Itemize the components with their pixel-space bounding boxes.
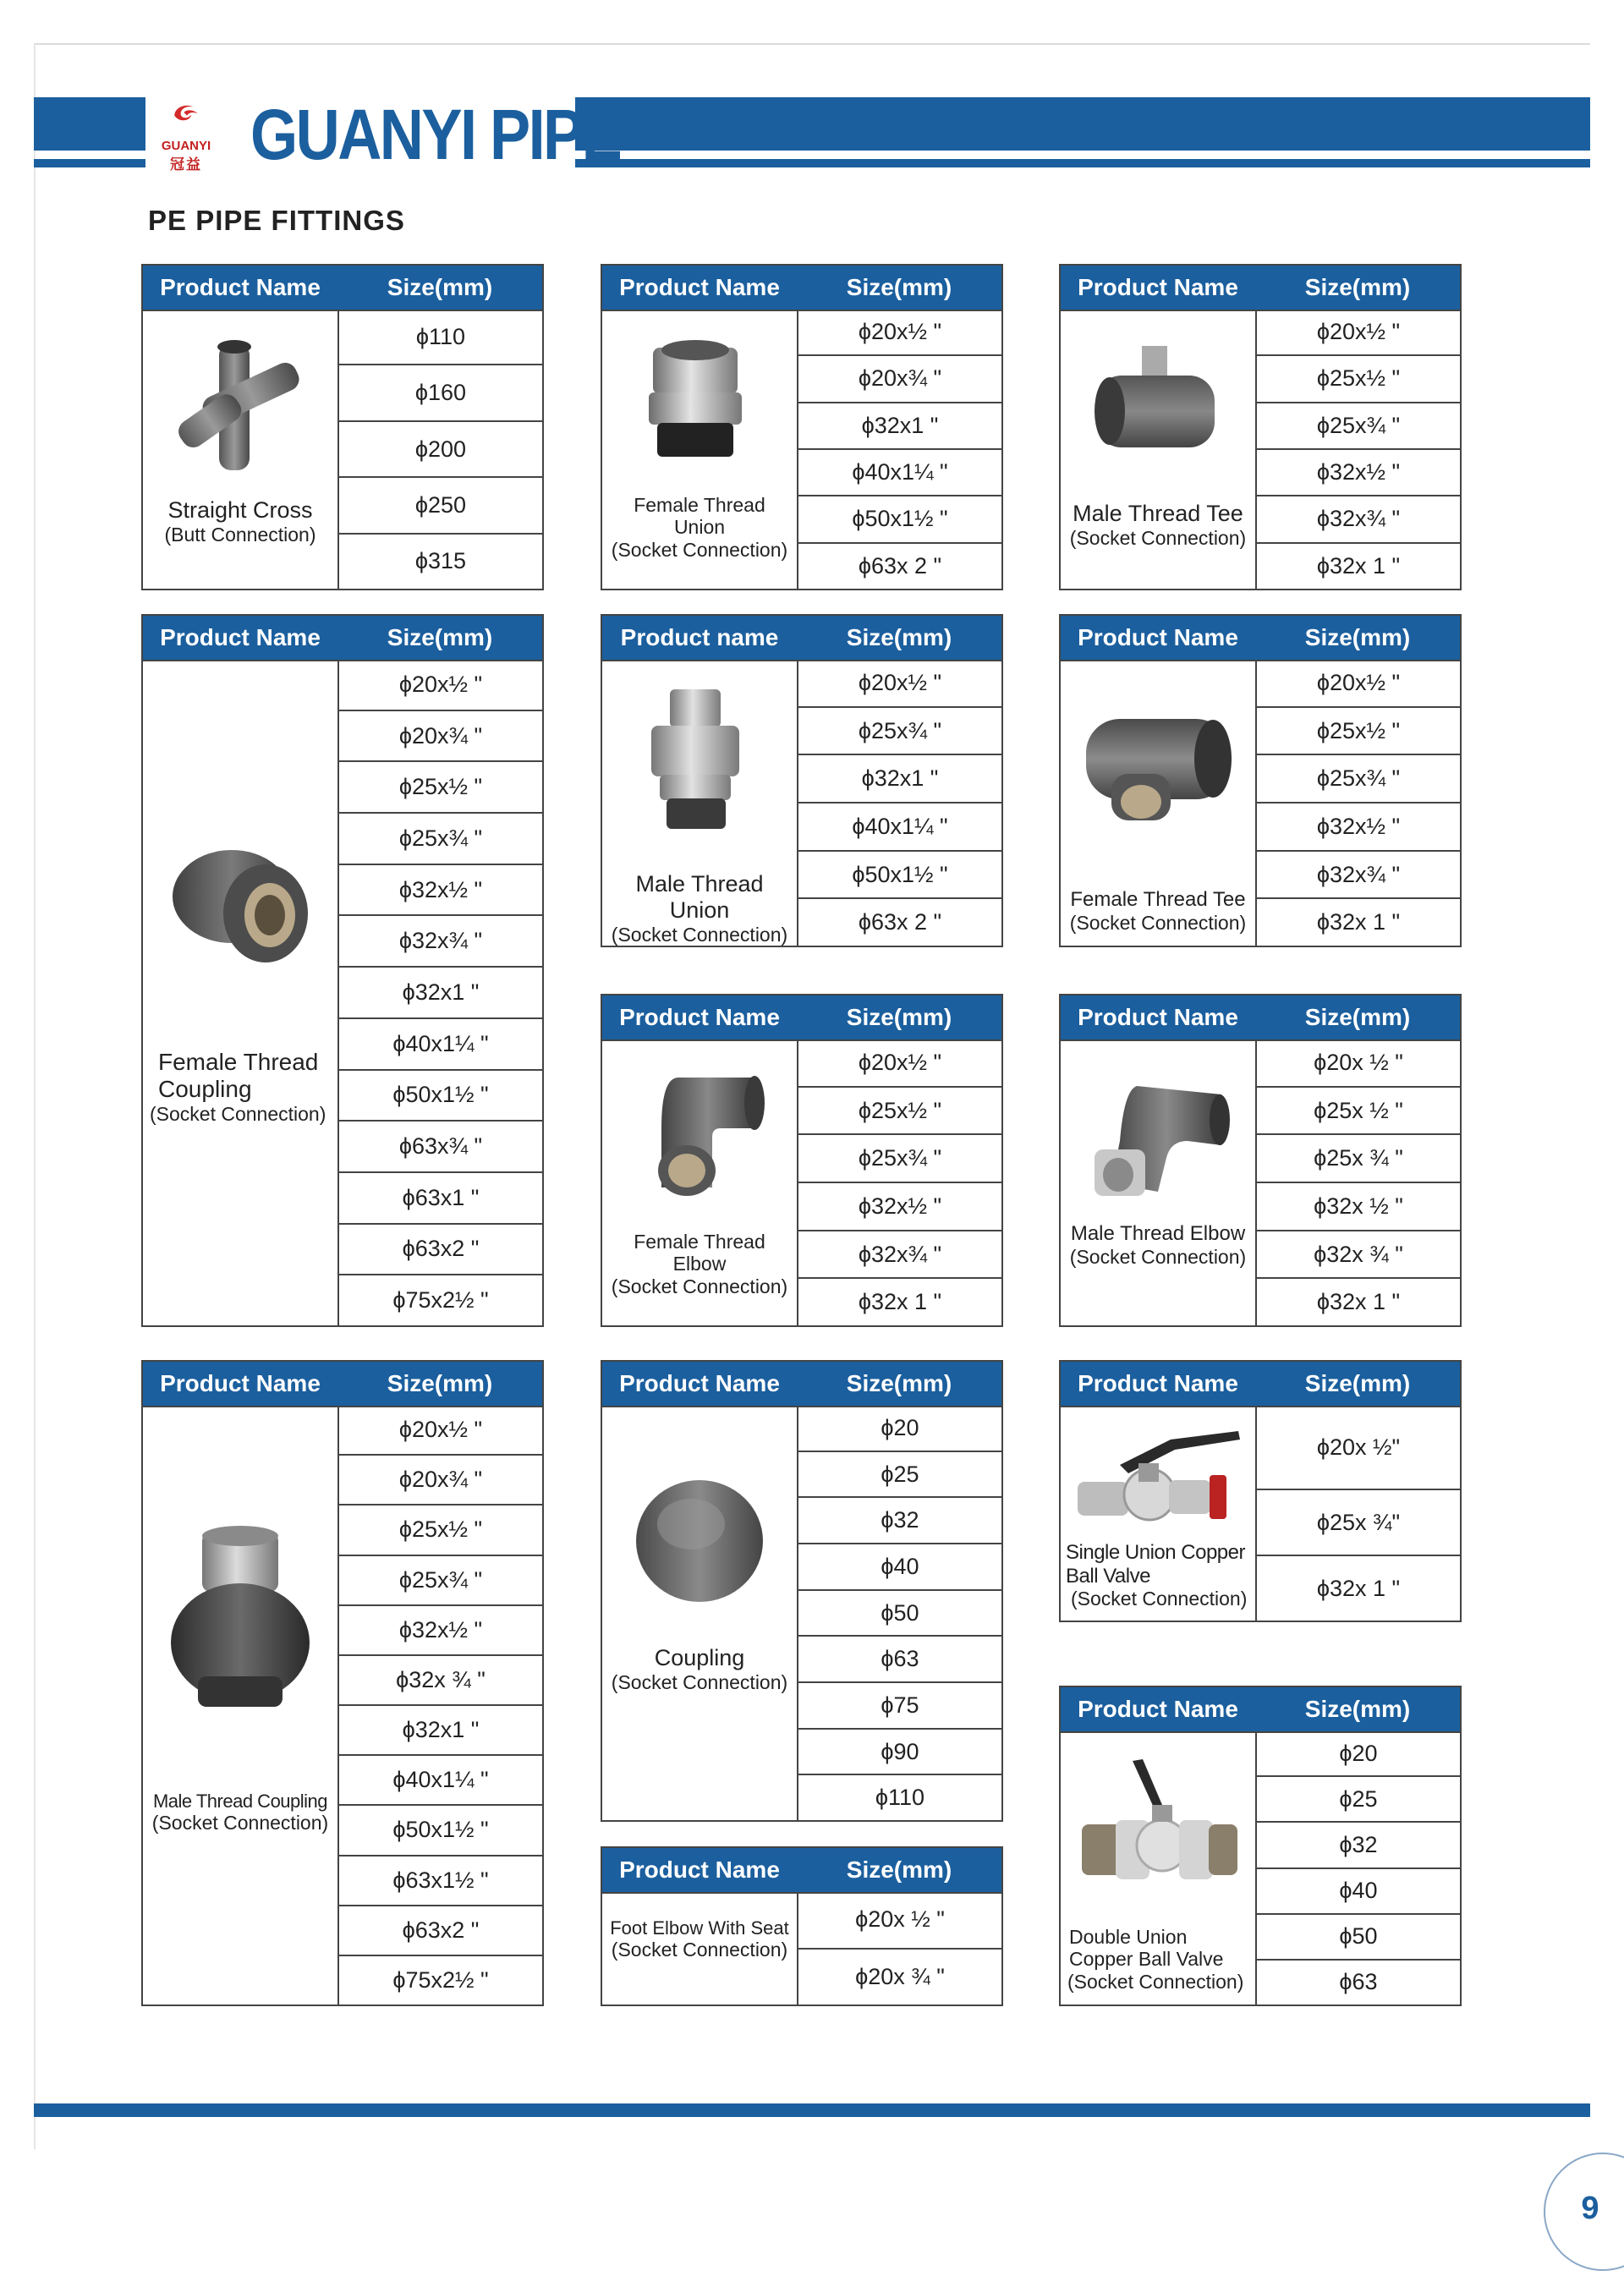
header-product-name: Product Name bbox=[1078, 1004, 1238, 1030]
size-list bbox=[1257, 660, 1460, 946]
header-product-name: Product Name bbox=[619, 1370, 780, 1396]
size-cell: ϕ32 bbox=[798, 1498, 1001, 1544]
product-cell bbox=[143, 310, 339, 589]
product-name: Female Thread Union bbox=[634, 494, 765, 539]
size-cell: ϕ40 bbox=[1257, 1869, 1460, 1915]
header-product-name: Product Name bbox=[160, 274, 321, 300]
size-list bbox=[1257, 310, 1460, 589]
size-cell: ϕ50 bbox=[1257, 1915, 1460, 1961]
header-product-name: Product Name bbox=[619, 274, 780, 300]
size-cell: ϕ32x1 " bbox=[339, 1706, 542, 1756]
product-name: Straight Cross bbox=[167, 497, 313, 523]
size-cell: ϕ32x 1 " bbox=[1316, 1575, 1401, 1601]
size-cell: ϕ32x¾ " bbox=[339, 916, 542, 968]
size-cell: ϕ40 bbox=[798, 1544, 1001, 1591]
header-product-name: Product Name bbox=[619, 1856, 780, 1883]
header-size: Size(mm) bbox=[1304, 274, 1411, 300]
header-bar-left bbox=[34, 97, 145, 151]
header-size: Size(mm) bbox=[387, 274, 493, 300]
size-cell: ϕ32x¾ " bbox=[1257, 496, 1460, 543]
product-cell bbox=[1061, 1731, 1257, 2005]
size-list bbox=[1257, 1039, 1460, 1325]
product-table-female-thread-union bbox=[601, 264, 1003, 590]
size-list bbox=[798, 1892, 1001, 2005]
product-cell bbox=[1061, 660, 1257, 946]
size-cell: ϕ32x 1 " bbox=[1316, 1289, 1401, 1315]
size-list bbox=[798, 1406, 1001, 1820]
product-cell bbox=[1061, 1406, 1257, 1621]
size-cell: ϕ25x¾ " bbox=[1257, 755, 1460, 803]
product-table-coupling bbox=[601, 1360, 1003, 1822]
product-cell bbox=[602, 1039, 798, 1325]
size-list bbox=[1257, 1406, 1460, 1621]
left-rule bbox=[34, 43, 36, 2149]
product-sub: (Socket Connection) bbox=[1069, 1245, 1247, 1268]
size-cell: ϕ25x¾ " bbox=[339, 814, 542, 865]
size-cell: ϕ315 bbox=[414, 548, 467, 574]
size-cell: ϕ63x¾ " bbox=[339, 1122, 542, 1173]
size-cell: ϕ32x½ " bbox=[1257, 803, 1460, 852]
female-elbow-icon bbox=[628, 1069, 771, 1196]
product-name: Male Thread Tee bbox=[1073, 501, 1243, 526]
size-cell: ϕ20x½ " bbox=[339, 1406, 542, 1456]
size-cell: ϕ20x½ " bbox=[798, 660, 1001, 708]
product-sub: (Socket Connection) bbox=[611, 924, 788, 946]
header-product-name: Product name bbox=[620, 624, 779, 650]
size-cell: ϕ32x ¾ " bbox=[339, 1656, 542, 1706]
product-table-straight-cross bbox=[141, 264, 544, 590]
size-cell: ϕ250 bbox=[339, 478, 542, 534]
size-cell: ϕ32x1 " bbox=[339, 968, 542, 1019]
page-number: 9 bbox=[1581, 2191, 1599, 2226]
header-bar-right-stripe bbox=[575, 159, 1590, 167]
size-cell: ϕ20x½ " bbox=[798, 310, 1001, 356]
product-cell bbox=[143, 660, 339, 1325]
size-cell: ϕ63x2 " bbox=[339, 1225, 542, 1276]
size-cell: ϕ25x½ " bbox=[339, 762, 542, 814]
size-cell: ϕ32x 1 " bbox=[1316, 909, 1401, 935]
size-cell: ϕ32x¾ " bbox=[1257, 852, 1460, 900]
male-coupling-icon bbox=[164, 1524, 316, 1710]
thread-union-icon bbox=[632, 335, 759, 470]
size-cell: ϕ20x½ " bbox=[1257, 660, 1460, 708]
plain-coupling-icon bbox=[632, 1473, 767, 1609]
size-cell: ϕ20x ½ " bbox=[798, 1892, 1001, 1950]
size-cell: ϕ32 bbox=[1257, 1823, 1460, 1868]
size-cell: ϕ63x2 " bbox=[339, 1906, 542, 1956]
size-cell: ϕ25x½ " bbox=[339, 1505, 542, 1555]
product-table-female-thread-tee bbox=[1059, 614, 1462, 947]
size-list bbox=[1257, 1731, 1460, 2005]
product-sub: (Socket Connection) bbox=[611, 1939, 788, 1961]
size-cell: ϕ160 bbox=[339, 365, 542, 421]
product-table-female-thread-elbow bbox=[601, 994, 1003, 1327]
product-name: Female Thread Tee bbox=[1070, 888, 1246, 911]
size-cell: ϕ40x1¼ " bbox=[339, 1019, 542, 1071]
product-sub: (Socket Connection) bbox=[150, 1103, 326, 1126]
size-cell: ϕ20 bbox=[798, 1406, 1001, 1452]
header-size: Size(mm) bbox=[846, 274, 952, 300]
double-valve-icon bbox=[1073, 1752, 1243, 1896]
product-cell bbox=[602, 310, 798, 589]
header-size: Size(mm) bbox=[1304, 1370, 1411, 1396]
product-table-male-thread-coupling bbox=[141, 1360, 544, 2006]
size-cell: ϕ20x¾ " bbox=[339, 1456, 542, 1505]
size-list bbox=[339, 1406, 542, 2005]
size-cell: ϕ50x1½ " bbox=[339, 1806, 542, 1856]
product-name: Male Thread Elbow bbox=[1070, 1222, 1246, 1245]
size-cell: ϕ75x2½ " bbox=[392, 1966, 489, 1993]
product-table-single-union-ball-valve bbox=[1059, 1360, 1462, 1622]
header-size: Size(mm) bbox=[1304, 1696, 1411, 1722]
size-cell: ϕ20x ½" bbox=[1257, 1406, 1460, 1490]
product-cell bbox=[1061, 310, 1257, 589]
product-sub: (Butt Connection) bbox=[164, 524, 316, 546]
product-table-male-thread-tee bbox=[1059, 264, 1462, 590]
size-cell: ϕ25x¾ " bbox=[1257, 403, 1460, 450]
size-cell: ϕ63x 2 " bbox=[858, 909, 942, 935]
header-bar-right bbox=[575, 97, 1590, 151]
product-table-double-union-ball-valve bbox=[1059, 1686, 1462, 2006]
size-cell: ϕ40x1¼ " bbox=[798, 803, 1001, 852]
header-product-name: Product Name bbox=[1078, 1696, 1238, 1722]
product-table-male-thread-union bbox=[601, 614, 1003, 947]
size-list bbox=[339, 660, 542, 1325]
product-cell bbox=[602, 1406, 798, 1820]
header-product-name: Product Name bbox=[160, 1370, 321, 1396]
size-cell: ϕ200 bbox=[339, 422, 542, 478]
size-cell: ϕ50 bbox=[798, 1591, 1001, 1637]
header-product-name: Product Name bbox=[1078, 624, 1238, 650]
size-cell: ϕ110 bbox=[875, 1785, 925, 1811]
size-cell: ϕ25x½ " bbox=[798, 1088, 1001, 1136]
size-cell: ϕ25x½ " bbox=[1257, 708, 1460, 756]
size-cell: ϕ63 bbox=[1339, 1969, 1378, 1995]
header-size: Size(mm) bbox=[846, 624, 952, 650]
product-name: Double Union Copper Ball Valve bbox=[1069, 1926, 1224, 1971]
size-cell: ϕ20x¾ " bbox=[798, 356, 1001, 403]
size-cell: ϕ75 bbox=[798, 1683, 1001, 1730]
size-cell: ϕ32x ¾ " bbox=[1257, 1231, 1460, 1280]
size-list bbox=[798, 660, 1001, 946]
size-cell: ϕ90 bbox=[798, 1730, 1001, 1776]
size-cell: ϕ25 bbox=[1257, 1777, 1460, 1823]
product-name: Female Thread Elbow bbox=[634, 1231, 765, 1275]
size-cell: ϕ25x½ " bbox=[1257, 356, 1460, 403]
size-list bbox=[798, 1039, 1001, 1325]
tee-icon bbox=[1086, 342, 1226, 460]
size-cell: ϕ32x 1 " bbox=[858, 1289, 942, 1315]
size-cell: ϕ75x2½ " bbox=[392, 1287, 489, 1313]
size-cell: ϕ25x ½ " bbox=[1257, 1088, 1460, 1136]
header-product-name: Product Name bbox=[1078, 1370, 1238, 1396]
product-table-foot-elbow-with-seat bbox=[601, 1846, 1003, 2006]
product-name: Female Thread Coupling bbox=[158, 1049, 319, 1103]
size-cell: ϕ32x½ " bbox=[339, 1606, 542, 1656]
size-cell: ϕ63x 2 " bbox=[858, 552, 942, 579]
product-table-female-thread-coupling bbox=[141, 614, 544, 1327]
footer-bar bbox=[34, 2103, 1590, 2117]
ball-valve-icon bbox=[1069, 1414, 1247, 1541]
header-bar-left-stripe bbox=[34, 159, 145, 167]
size-cell: ϕ32x ½ " bbox=[1257, 1183, 1460, 1231]
size-cell: ϕ32x1 " bbox=[798, 755, 1001, 803]
header-size: Size(mm) bbox=[1304, 1004, 1411, 1030]
brand-name: GUANYI PIPE bbox=[250, 95, 621, 174]
size-cell: ϕ25x¾ " bbox=[798, 1135, 1001, 1183]
header-size: Size(mm) bbox=[387, 624, 493, 650]
header-size: Size(mm) bbox=[846, 1004, 952, 1030]
product-sub: (Socket Connection) bbox=[1067, 1970, 1244, 1993]
size-cell: ϕ25 bbox=[798, 1452, 1001, 1499]
header-product-name: Product Name bbox=[1078, 274, 1238, 300]
size-cell: ϕ50x1½ " bbox=[798, 852, 1001, 900]
male-elbow-icon bbox=[1078, 1073, 1238, 1200]
size-cell: ϕ63 bbox=[798, 1637, 1001, 1683]
pipe-cross-icon bbox=[167, 335, 310, 487]
product-name: Single Union Copper Ball Valve bbox=[1066, 1541, 1245, 1588]
size-cell: ϕ25x ¾" bbox=[1257, 1490, 1460, 1556]
header-size: Size(mm) bbox=[387, 1370, 493, 1396]
size-cell: ϕ40x1¼ " bbox=[339, 1756, 542, 1806]
brand-logo-cn: 冠益 bbox=[170, 156, 202, 173]
size-cell: ϕ32x¾ " bbox=[798, 1231, 1001, 1280]
product-table-male-thread-elbow bbox=[1059, 994, 1462, 1327]
size-cell: ϕ110 bbox=[339, 310, 542, 365]
size-cell: ϕ40x1¼ " bbox=[798, 450, 1001, 496]
size-list bbox=[798, 310, 1001, 589]
male-union-icon bbox=[636, 685, 754, 837]
brand-mark-icon bbox=[161, 100, 211, 142]
product-sub: (Socket Connection) bbox=[611, 1671, 788, 1694]
product-cell bbox=[602, 1892, 798, 2005]
female-tee-icon bbox=[1078, 702, 1238, 829]
size-cell: ϕ20x½ " bbox=[798, 1039, 1001, 1088]
product-sub: (Socket Connection) bbox=[611, 538, 788, 561]
size-cell: ϕ50x1½ " bbox=[339, 1071, 542, 1122]
size-cell: ϕ32x1 " bbox=[798, 403, 1001, 450]
header-product-name: Product Name bbox=[619, 1004, 780, 1030]
brand-logo-en: GUANYI bbox=[161, 139, 211, 153]
size-cell: ϕ20x¾ " bbox=[339, 711, 542, 763]
header-product-name: Product Name bbox=[160, 624, 321, 650]
size-cell: ϕ20x ½ " bbox=[1257, 1039, 1460, 1088]
size-cell: ϕ63x1 " bbox=[339, 1173, 542, 1225]
product-name: Male Thread Coupling bbox=[152, 1791, 328, 1812]
size-cell: ϕ25x ¾ " bbox=[1257, 1135, 1460, 1183]
size-cell: ϕ63x1½ " bbox=[339, 1856, 542, 1906]
size-cell: ϕ20x½ " bbox=[339, 660, 542, 711]
product-cell bbox=[602, 660, 798, 946]
size-list bbox=[339, 310, 542, 589]
size-cell: ϕ32x½ " bbox=[339, 865, 542, 917]
product-cell bbox=[143, 1406, 339, 2005]
product-sub: (Socket Connection) bbox=[1071, 1588, 1248, 1610]
size-cell: ϕ32x 1 " bbox=[1316, 552, 1401, 579]
product-name: Male Thread Union bbox=[635, 871, 764, 924]
product-sub: (Socket Connection) bbox=[151, 1812, 329, 1835]
size-cell: ϕ20x½ " bbox=[1257, 310, 1460, 356]
product-sub: (Socket Connection) bbox=[1069, 911, 1247, 934]
size-cell: ϕ50x1½ " bbox=[798, 496, 1001, 543]
coupling-icon bbox=[164, 837, 316, 973]
header-size: Size(mm) bbox=[846, 1370, 952, 1396]
size-cell: ϕ32x½ " bbox=[798, 1183, 1001, 1231]
brand-logo bbox=[161, 95, 621, 174]
section-title: PE PIPE FITTINGS bbox=[148, 205, 405, 236]
size-cell: ϕ25x¾ " bbox=[339, 1556, 542, 1606]
header-size: Size(mm) bbox=[1304, 624, 1411, 650]
size-cell: ϕ32x½ " bbox=[1257, 450, 1460, 496]
product-name: Coupling bbox=[654, 1645, 745, 1670]
size-cell: ϕ20 bbox=[1257, 1731, 1460, 1777]
top-rule bbox=[34, 43, 1590, 45]
product-sub: (Socket Connection) bbox=[611, 1275, 788, 1297]
product-sub: (Socket Connection) bbox=[1069, 527, 1247, 550]
product-cell bbox=[1061, 1039, 1257, 1325]
size-cell: ϕ25x¾ " bbox=[798, 708, 1001, 756]
size-cell: ϕ20x ¾ " bbox=[855, 1963, 945, 1989]
header-size: Size(mm) bbox=[846, 1856, 952, 1883]
product-name: Foot Elbow With Seat bbox=[610, 1917, 789, 1939]
